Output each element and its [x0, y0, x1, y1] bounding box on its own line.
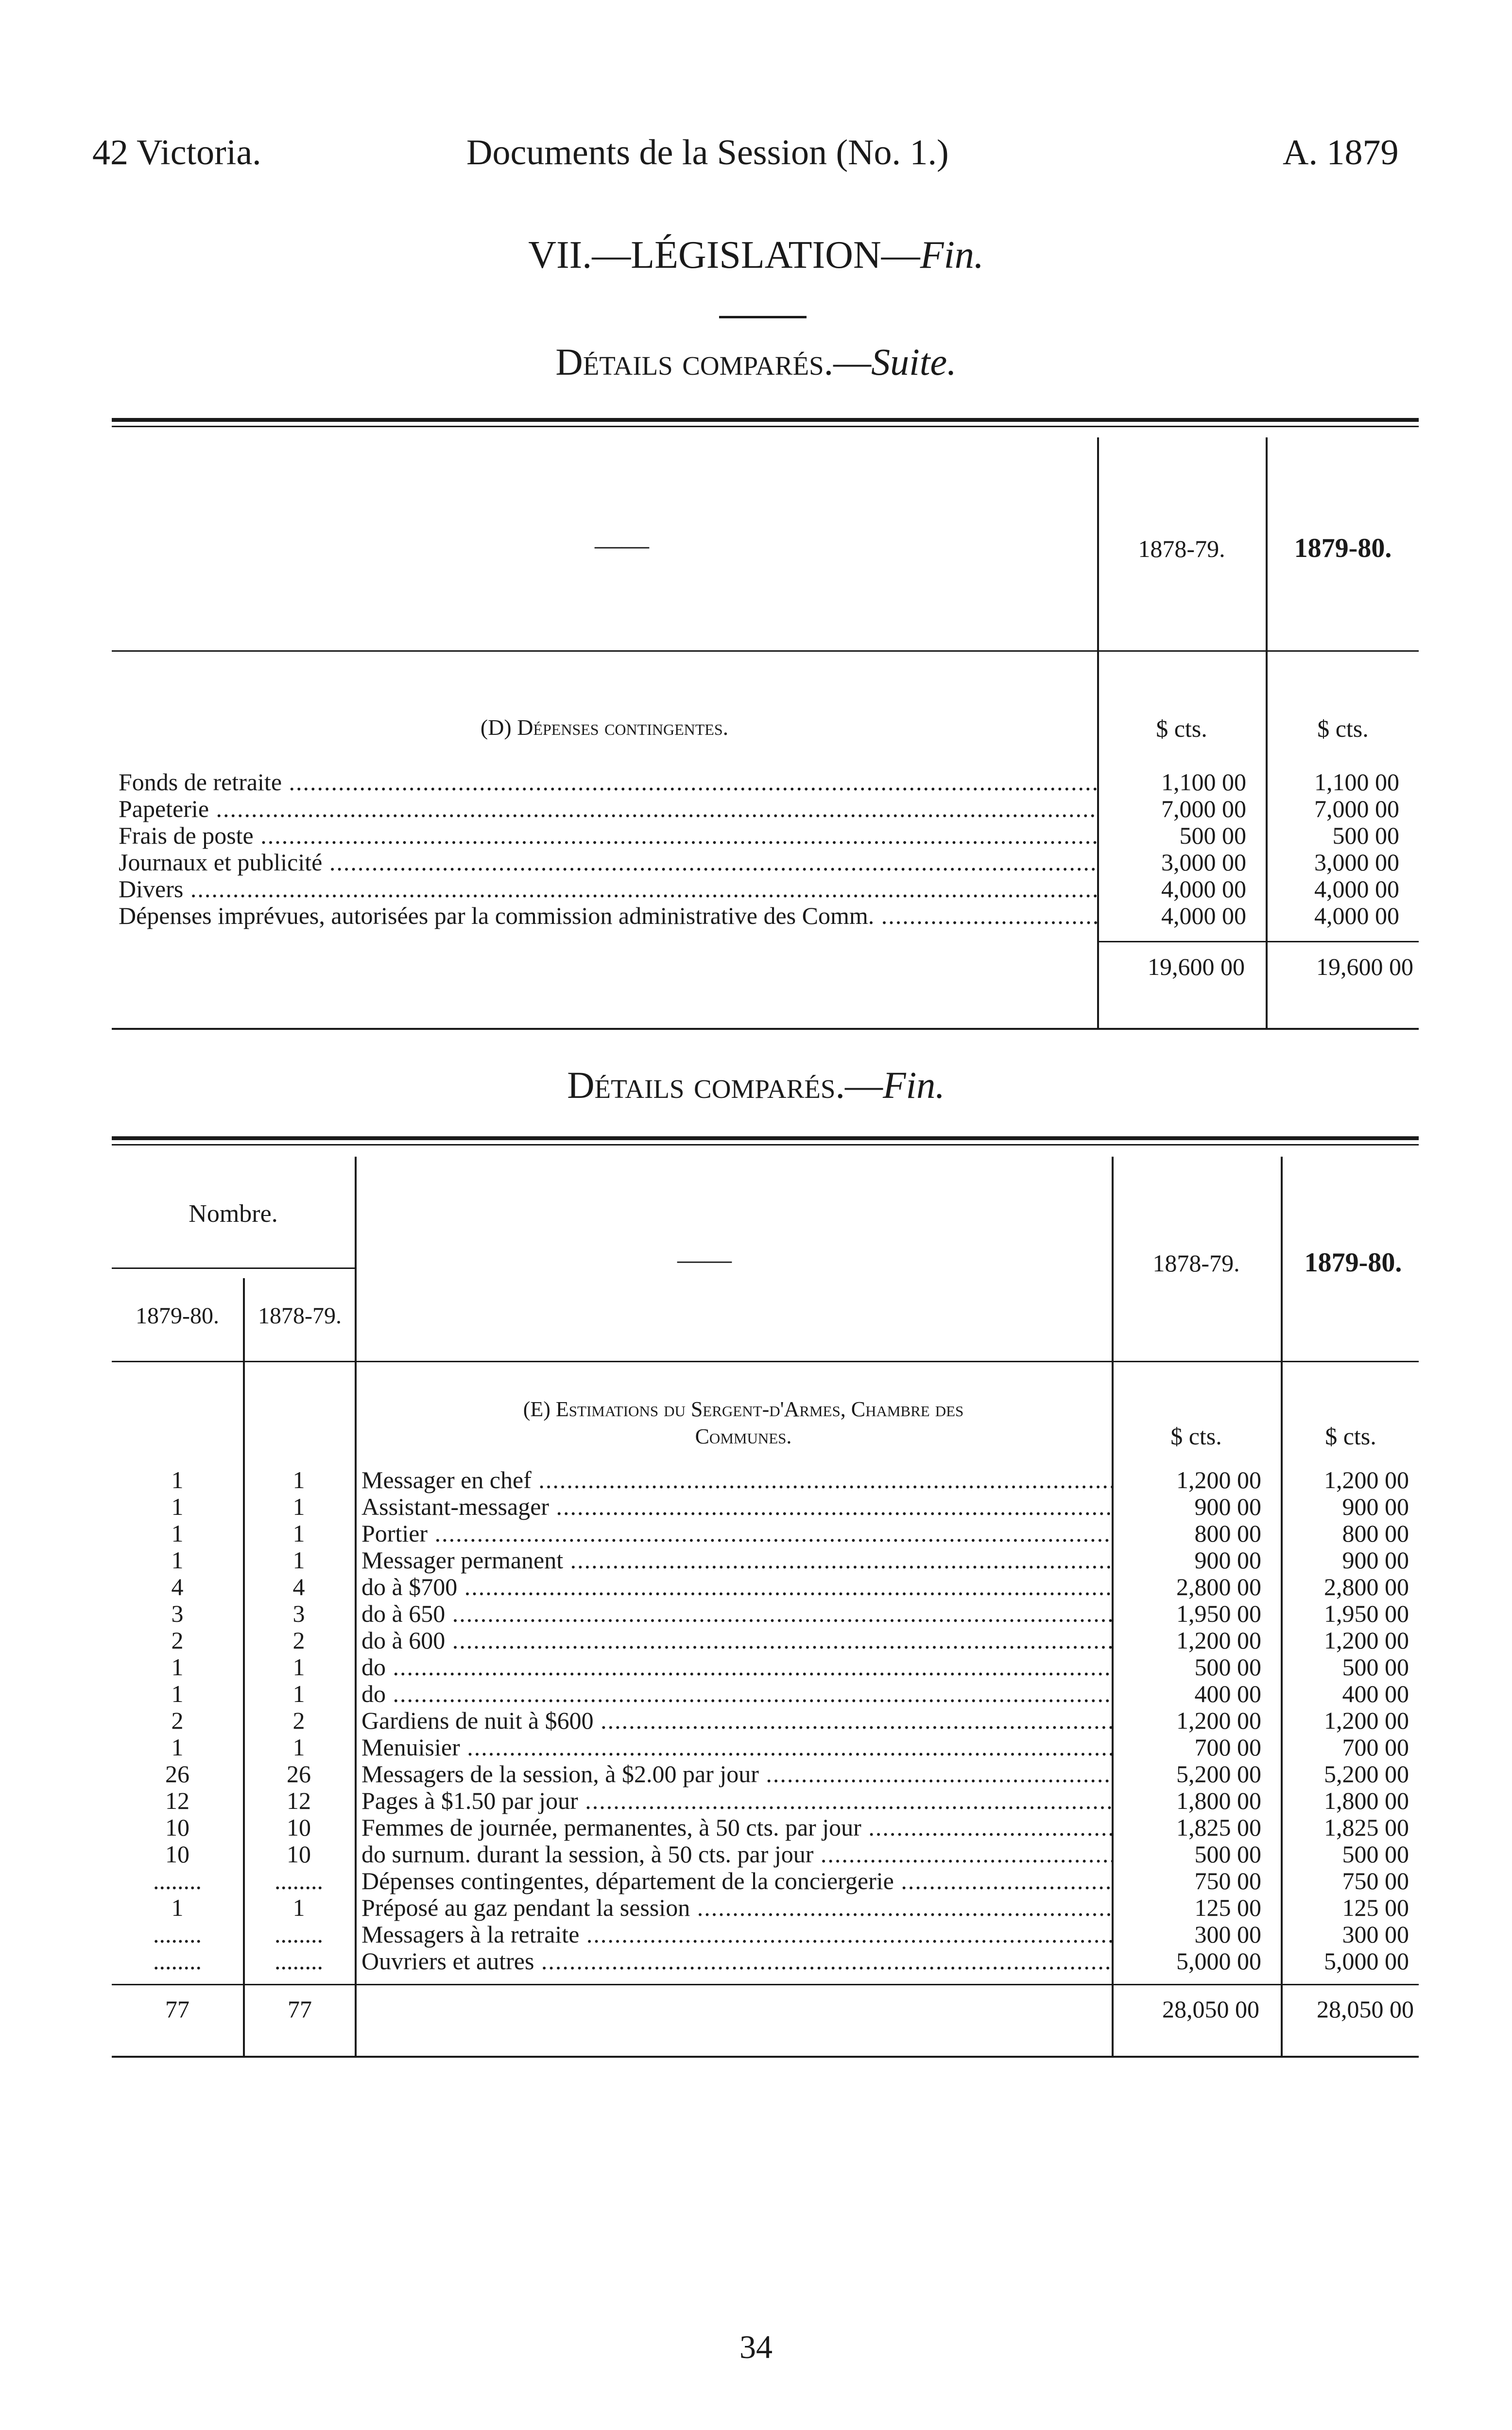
row-value-1878-79: 2,800 00	[1176, 1574, 1261, 1600]
row-value-1878-79: 125 00	[1194, 1894, 1261, 1921]
row-value-1878-79: 4,000 00	[1161, 903, 1246, 929]
row-description: Femmes de journée, permanentes, à 50 cts. par jour .....	[355, 1814, 1112, 1841]
table-d-top-rule	[112, 418, 1419, 422]
row-description: Journaux et publicité .....	[112, 849, 1097, 876]
table-e-header-rule	[112, 1361, 1419, 1362]
table-row	[112, 1600, 1419, 1627]
section-title: VII.—LÉGISLATION—Fin.	[528, 234, 984, 277]
row-description: do à $700 .....	[355, 1574, 1112, 1600]
row-description: Messagers à la retraite .....	[355, 1921, 1112, 1948]
row-description: do surnum. durant la session, à 50 cts. par jour .....	[355, 1841, 1112, 1868]
table-e-total-c2: 77	[288, 1996, 312, 2023]
row-count-1879-80: ........	[153, 1921, 202, 1948]
row-value-1878-79: 7,000 00	[1161, 796, 1246, 822]
row-count-1879-80: 1	[171, 1520, 184, 1547]
row-value-1878-79: 700 00	[1194, 1734, 1261, 1761]
table-d-sum-rule	[1099, 941, 1419, 942]
row-value-1878-79: 1,800 00	[1176, 1788, 1261, 1814]
row-value-1879-80: 3,000 00	[1314, 849, 1399, 876]
row-count-1879-80: 10	[165, 1841, 189, 1868]
row-value-1879-80: 750 00	[1342, 1868, 1409, 1894]
table-e-unit2: $ cts.	[1325, 1423, 1376, 1450]
table-row	[112, 1574, 1419, 1600]
table-row	[112, 1493, 1419, 1520]
table-row	[112, 1627, 1419, 1654]
row-value-1879-80: 5,200 00	[1324, 1761, 1409, 1788]
row-value-1879-80: 500 00	[1342, 1654, 1409, 1681]
subtitle-fin: Détails comparés.—Fin.	[567, 1064, 945, 1106]
row-value-1879-80: 1,825 00	[1324, 1814, 1409, 1841]
row-value-1879-80: 1,200 00	[1324, 1627, 1409, 1654]
row-description: Menuisier .....	[355, 1734, 1112, 1761]
row-count-1879-80: 1	[171, 1681, 184, 1707]
title-divider	[719, 316, 807, 318]
row-description: Messager en chef .....	[355, 1467, 1112, 1493]
row-count-1879-80: 10	[165, 1814, 189, 1841]
table-e-total2: 28,050 00	[1317, 1996, 1414, 2023]
row-description: Messagers de la session, à $2.00 par jour .....	[355, 1761, 1112, 1788]
row-description: Divers .....	[112, 876, 1097, 903]
row-description: Gardiens de nuit à $600 .....	[355, 1707, 1112, 1734]
row-count-1878-79: 1	[292, 1681, 305, 1707]
table-row	[112, 1734, 1419, 1761]
table-d-desc-header: ——	[595, 530, 649, 560]
row-count-1879-80: 2	[171, 1627, 184, 1654]
table-row	[112, 1868, 1419, 1894]
row-description: Dépenses imprévues, autorisées par la commission administrative des Comm. .....	[112, 903, 1097, 929]
row-value-1878-79: 1,200 00	[1176, 1627, 1261, 1654]
row-count-1878-79: 2	[292, 1707, 305, 1734]
row-value-1879-80: 1,800 00	[1324, 1788, 1409, 1814]
row-value-1878-79: 5,000 00	[1176, 1948, 1261, 1975]
table-row	[112, 1921, 1419, 1948]
row-description: Papeterie .....	[112, 796, 1097, 822]
row-count-1879-80: 26	[165, 1761, 189, 1788]
row-description: Pages à $1.50 par jour .....	[355, 1788, 1112, 1814]
row-value-1879-80: 700 00	[1342, 1734, 1409, 1761]
table-row	[112, 1788, 1419, 1814]
table-d-year2-header: 1879-80.	[1294, 533, 1392, 563]
row-value-1879-80: 500 00	[1342, 1841, 1409, 1868]
row-value-1879-80: 1,200 00	[1324, 1707, 1409, 1734]
table-d-unit2: $ cts.	[1317, 715, 1369, 742]
row-count-1878-79: 12	[287, 1788, 311, 1814]
row-value-1878-79: 900 00	[1194, 1493, 1261, 1520]
table-row	[112, 822, 1419, 849]
row-count-1879-80: 12	[165, 1788, 189, 1814]
table-row	[112, 1761, 1419, 1788]
row-description: do .....	[355, 1654, 1112, 1681]
row-count-1878-79: 4	[292, 1574, 305, 1600]
row-value-1879-80: 7,000 00	[1314, 796, 1399, 822]
table-d-total2: 19,600 00	[1316, 953, 1413, 980]
row-value-1878-79: 4,000 00	[1161, 876, 1246, 903]
row-value-1878-79: 800 00	[1194, 1520, 1261, 1547]
table-row	[112, 796, 1419, 822]
row-count-1879-80: 1	[171, 1467, 184, 1493]
table-e-sum-rule	[112, 1984, 1419, 1985]
row-description: Messager permanent .....	[355, 1547, 1112, 1574]
row-value-1878-79: 300 00	[1194, 1921, 1261, 1948]
row-count-1879-80: 1	[171, 1894, 184, 1921]
table-e-bottom-rule	[112, 2056, 1419, 2058]
row-value-1879-80: 1,950 00	[1324, 1600, 1409, 1627]
table-row	[112, 1681, 1419, 1707]
row-value-1879-80: 1,200 00	[1324, 1467, 1409, 1493]
row-value-1878-79: 750 00	[1194, 1868, 1261, 1894]
row-count-1878-79: 1	[292, 1654, 305, 1681]
row-value-1878-79: 500 00	[1194, 1841, 1261, 1868]
row-count-1878-79: ........	[275, 1948, 323, 1975]
row-value-1878-79: 1,200 00	[1176, 1707, 1261, 1734]
row-value-1879-80: 400 00	[1342, 1681, 1409, 1707]
table-e-desc-header: ——	[677, 1245, 732, 1275]
table-row	[112, 903, 1419, 929]
table-d-year1-header: 1878-79.	[1138, 535, 1225, 562]
row-value-1878-79: 3,000 00	[1161, 849, 1246, 876]
table-row	[112, 769, 1419, 796]
row-count-1878-79: 10	[287, 1814, 311, 1841]
row-value-1878-79: 500 00	[1179, 822, 1246, 849]
row-count-1879-80: 2	[171, 1707, 184, 1734]
table-row	[112, 849, 1419, 876]
row-description: Frais de poste .....	[112, 822, 1097, 849]
table-e-total1: 28,050 00	[1162, 1996, 1259, 2023]
table-e-year2-header: 1879-80.	[1304, 1248, 1402, 1278]
table-row	[112, 1948, 1419, 1975]
table-d-unit1: $ cts.	[1156, 715, 1207, 742]
table-e-nombre-header: Nombre.	[189, 1200, 278, 1228]
row-value-1878-79: 400 00	[1194, 1681, 1261, 1707]
row-description: Portier .....	[355, 1520, 1112, 1547]
row-count-1879-80: ........	[153, 1868, 202, 1894]
row-count-1879-80: 1	[171, 1654, 184, 1681]
row-value-1878-79: 1,950 00	[1176, 1600, 1261, 1627]
row-description: Fonds de retraite .....	[112, 769, 1097, 796]
table-d-total1: 19,600 00	[1148, 953, 1245, 980]
row-count-1878-79: 1	[292, 1520, 305, 1547]
table-e-total-c1: 77	[165, 1996, 189, 2023]
row-description: do à 650 .....	[355, 1600, 1112, 1627]
row-description: do à 600 .....	[355, 1627, 1112, 1654]
row-value-1879-80: 2,800 00	[1324, 1574, 1409, 1600]
row-count-1878-79: 3	[292, 1600, 305, 1627]
row-count-1878-79: 2	[292, 1627, 305, 1654]
row-value-1878-79: 900 00	[1194, 1547, 1261, 1574]
table-row	[112, 1467, 1419, 1493]
table-e-count-col1-header: 1879-80.	[136, 1303, 219, 1329]
table-row	[112, 876, 1419, 903]
table-e-rows	[112, 1467, 1419, 1975]
table-e-unit1: $ cts.	[1170, 1423, 1222, 1450]
row-description: Assistant-messager .....	[355, 1493, 1112, 1520]
row-count-1878-79: 26	[287, 1761, 311, 1788]
header-center: Documents de la Session (No. 1.)	[466, 133, 949, 173]
table-row	[112, 1894, 1419, 1921]
row-value-1879-80: 800 00	[1342, 1520, 1409, 1547]
row-description: Préposé au gaz pendant la session .....	[355, 1894, 1112, 1921]
header-left: 42 Victoria.	[92, 133, 261, 173]
row-description: do .....	[355, 1681, 1112, 1707]
row-value-1879-80: 4,000 00	[1314, 876, 1399, 903]
row-value-1878-79: 1,200 00	[1176, 1467, 1261, 1493]
row-count-1879-80: 1	[171, 1734, 184, 1761]
row-count-1878-79: ........	[275, 1868, 323, 1894]
row-value-1879-80: 4,000 00	[1314, 903, 1399, 929]
row-value-1879-80: 300 00	[1342, 1921, 1409, 1948]
row-count-1879-80: 3	[171, 1600, 184, 1627]
table-d-bottom-rule	[112, 1028, 1419, 1030]
row-count-1878-79: 1	[292, 1894, 305, 1921]
row-count-1879-80: 1	[171, 1493, 184, 1520]
row-value-1878-79: 1,100 00	[1161, 769, 1246, 796]
row-count-1879-80: 1	[171, 1547, 184, 1574]
table-row	[112, 1654, 1419, 1681]
row-value-1879-80: 5,000 00	[1324, 1948, 1409, 1975]
row-count-1878-79: 1	[292, 1493, 305, 1520]
table-e-top-rule	[112, 1136, 1419, 1140]
row-value-1878-79: 5,200 00	[1176, 1761, 1261, 1788]
table-row	[112, 1520, 1419, 1547]
row-description: Ouvriers et autres .....	[355, 1948, 1112, 1975]
row-value-1879-80: 500 00	[1332, 822, 1399, 849]
row-count-1878-79: ........	[275, 1921, 323, 1948]
header-right: A. 1879	[1283, 133, 1399, 173]
row-count-1878-79: 1	[292, 1547, 305, 1574]
row-count-1879-80: 4	[171, 1574, 184, 1600]
table-row	[112, 1814, 1419, 1841]
row-description: Dépenses contingentes, département de la conciergerie .....	[355, 1868, 1112, 1894]
table-row	[112, 1547, 1419, 1574]
table-e-section-label: (E) Estimations du Sergent-d'Armes, Chambre des Communes.	[523, 1397, 964, 1448]
table-row	[112, 1707, 1419, 1734]
row-count-1878-79: 1	[292, 1467, 305, 1493]
table-row	[112, 1841, 1419, 1868]
row-count-1879-80: ........	[153, 1948, 202, 1975]
row-value-1878-79: 1,825 00	[1176, 1814, 1261, 1841]
table-e-count-col2-header: 1878-79.	[258, 1303, 342, 1329]
table-d-section-label: (D) Dépenses contingentes.	[480, 715, 729, 740]
row-count-1878-79: 1	[292, 1734, 305, 1761]
table-d-header-rule	[112, 650, 1419, 652]
row-value-1879-80: 900 00	[1342, 1493, 1409, 1520]
row-value-1878-79: 500 00	[1194, 1654, 1261, 1681]
row-count-1878-79: 10	[287, 1841, 311, 1868]
row-value-1879-80: 125 00	[1342, 1894, 1409, 1921]
page-number: 34	[739, 2328, 773, 2365]
row-value-1879-80: 1,100 00	[1314, 769, 1399, 796]
row-value-1879-80: 900 00	[1342, 1547, 1409, 1574]
table-d-rows	[112, 769, 1419, 929]
subtitle-suite: Détails comparés.—Suite.	[555, 341, 957, 383]
table-e-year1-header: 1878-79.	[1152, 1250, 1240, 1277]
